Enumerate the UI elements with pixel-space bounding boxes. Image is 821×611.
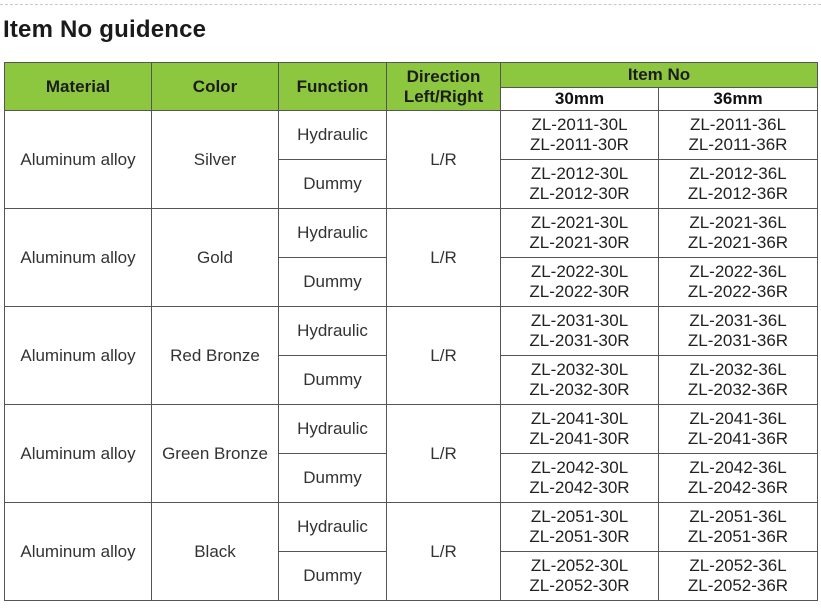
color-cell: Red Bronze	[152, 307, 279, 405]
header-item-no: Item No	[501, 63, 818, 88]
item-code: ZL-2021-30R	[529, 233, 630, 252]
header-size-30mm: 30mm	[501, 88, 659, 111]
item-code: ZL-2011-30L	[531, 115, 628, 134]
item-code: ZL-2041-36R	[687, 429, 789, 448]
item-code: ZL-2041-36L	[689, 409, 787, 428]
item-code: ZL-2031-30R	[529, 331, 630, 350]
page-title: Item No guidence	[3, 16, 207, 43]
header-material: Material	[5, 63, 152, 111]
item-no-36mm-cell	[659, 160, 818, 209]
item-code: ZL-2032-30L	[530, 360, 629, 379]
item-no-36mm-cell	[659, 307, 818, 356]
table-row	[5, 405, 818, 454]
item-code: ZL-2011-36L	[689, 115, 787, 134]
material-cell: Aluminum alloy	[5, 503, 152, 601]
top-divider	[0, 4, 821, 5]
item-code: ZL-2032-36R	[687, 380, 789, 399]
item-no-30mm-cell	[501, 111, 659, 160]
item-code: ZL-2042-30L	[530, 458, 629, 477]
item-no-30mm-cell	[501, 258, 659, 307]
item-code: ZL-2051-30R	[529, 527, 630, 546]
item-code: ZL-2012-30L	[530, 164, 629, 183]
item-code: ZL-2022-36L	[689, 262, 787, 281]
table-row	[5, 111, 818, 160]
item-code: ZL-2031-36L	[689, 311, 787, 330]
item-no-30mm-cell	[501, 552, 659, 601]
header-direction-line2: Left/Right	[403, 86, 484, 106]
function-cell: Hydraulic	[279, 111, 387, 160]
function-cell: Dummy	[279, 258, 387, 307]
item-no-30mm-cell	[501, 454, 659, 503]
item-code: ZL-2021-36L	[689, 213, 787, 232]
item-no-36mm-cell	[659, 111, 818, 160]
item-code: ZL-2011-36R	[688, 135, 788, 154]
item-code: ZL-2052-30L	[530, 556, 629, 575]
function-cell: Hydraulic	[279, 307, 387, 356]
item-code: ZL-2022-30L	[530, 262, 629, 281]
direction-cell: L/R	[387, 307, 501, 405]
item-code: ZL-2041-30R	[529, 429, 630, 448]
color-cell: Green Bronze	[152, 405, 279, 503]
item-code: ZL-2052-30R	[529, 576, 630, 595]
item-no-36mm-cell	[659, 552, 818, 601]
function-cell: Dummy	[279, 454, 387, 503]
item-code: ZL-2032-30R	[529, 380, 630, 399]
item-code: ZL-2042-30R	[529, 478, 630, 497]
item-code: ZL-2042-36L	[689, 458, 787, 477]
item-code: ZL-2041-30L	[530, 409, 629, 428]
item-code: ZL-2042-36R	[687, 478, 789, 497]
item-no-36mm-cell	[659, 356, 818, 405]
item-code: ZL-2051-30L	[530, 507, 629, 526]
item-code: ZL-2012-36R	[687, 184, 789, 203]
function-cell: Hydraulic	[279, 503, 387, 552]
material-cell: Aluminum alloy	[5, 209, 152, 307]
item-code: ZL-2022-30R	[529, 282, 630, 301]
material-cell: Aluminum alloy	[5, 111, 152, 209]
item-code: ZL-2012-36L	[689, 164, 787, 183]
color-cell: Silver	[152, 111, 279, 209]
function-cell: Hydraulic	[279, 209, 387, 258]
color-cell: Gold	[152, 209, 279, 307]
item-no-30mm-cell	[501, 160, 659, 209]
header-function: Function	[279, 63, 387, 111]
item-code: ZL-2031-36R	[687, 331, 789, 350]
direction-cell: L/R	[387, 111, 501, 209]
item-code: ZL-2031-30L	[530, 311, 629, 330]
item-no-30mm-cell	[501, 503, 659, 552]
item-no-36mm-cell	[659, 209, 818, 258]
color-cell: Black	[152, 503, 279, 601]
item-code: ZL-2032-36L	[689, 360, 787, 379]
item-no-36mm-cell	[659, 454, 818, 503]
function-cell: Dummy	[279, 356, 387, 405]
direction-cell: L/R	[387, 209, 501, 307]
table-row	[5, 209, 818, 258]
item-code: ZL-2051-36L	[689, 507, 787, 526]
item-number-table	[4, 62, 818, 601]
item-code: ZL-2021-36R	[687, 233, 789, 252]
item-code: ZL-2012-30R	[529, 184, 630, 203]
header-direction	[387, 63, 501, 111]
item-no-30mm-cell	[501, 209, 659, 258]
table-row	[5, 307, 818, 356]
direction-cell: L/R	[387, 405, 501, 503]
item-code: ZL-2021-30L	[530, 213, 629, 232]
item-code: ZL-2011-30R	[530, 135, 629, 154]
item-no-30mm-cell	[501, 356, 659, 405]
item-code: ZL-2051-36R	[687, 527, 789, 546]
direction-cell: L/R	[387, 503, 501, 601]
table-body	[5, 111, 818, 601]
item-no-30mm-cell	[501, 405, 659, 454]
header-color: Color	[152, 63, 279, 111]
header-size-36mm: 36mm	[659, 88, 818, 111]
material-cell: Aluminum alloy	[5, 307, 152, 405]
function-cell: Dummy	[279, 552, 387, 601]
item-no-36mm-cell	[659, 503, 818, 552]
function-cell: Hydraulic	[279, 405, 387, 454]
item-code: ZL-2022-36R	[687, 282, 789, 301]
item-code: ZL-2052-36L	[689, 556, 787, 575]
function-cell: Dummy	[279, 160, 387, 209]
table-row	[5, 503, 818, 552]
item-code: ZL-2052-36R	[687, 576, 789, 595]
item-no-30mm-cell	[501, 307, 659, 356]
material-cell: Aluminum alloy	[5, 405, 152, 503]
item-no-36mm-cell	[659, 405, 818, 454]
header-direction-line1: Direction	[406, 66, 481, 86]
item-no-36mm-cell	[659, 258, 818, 307]
